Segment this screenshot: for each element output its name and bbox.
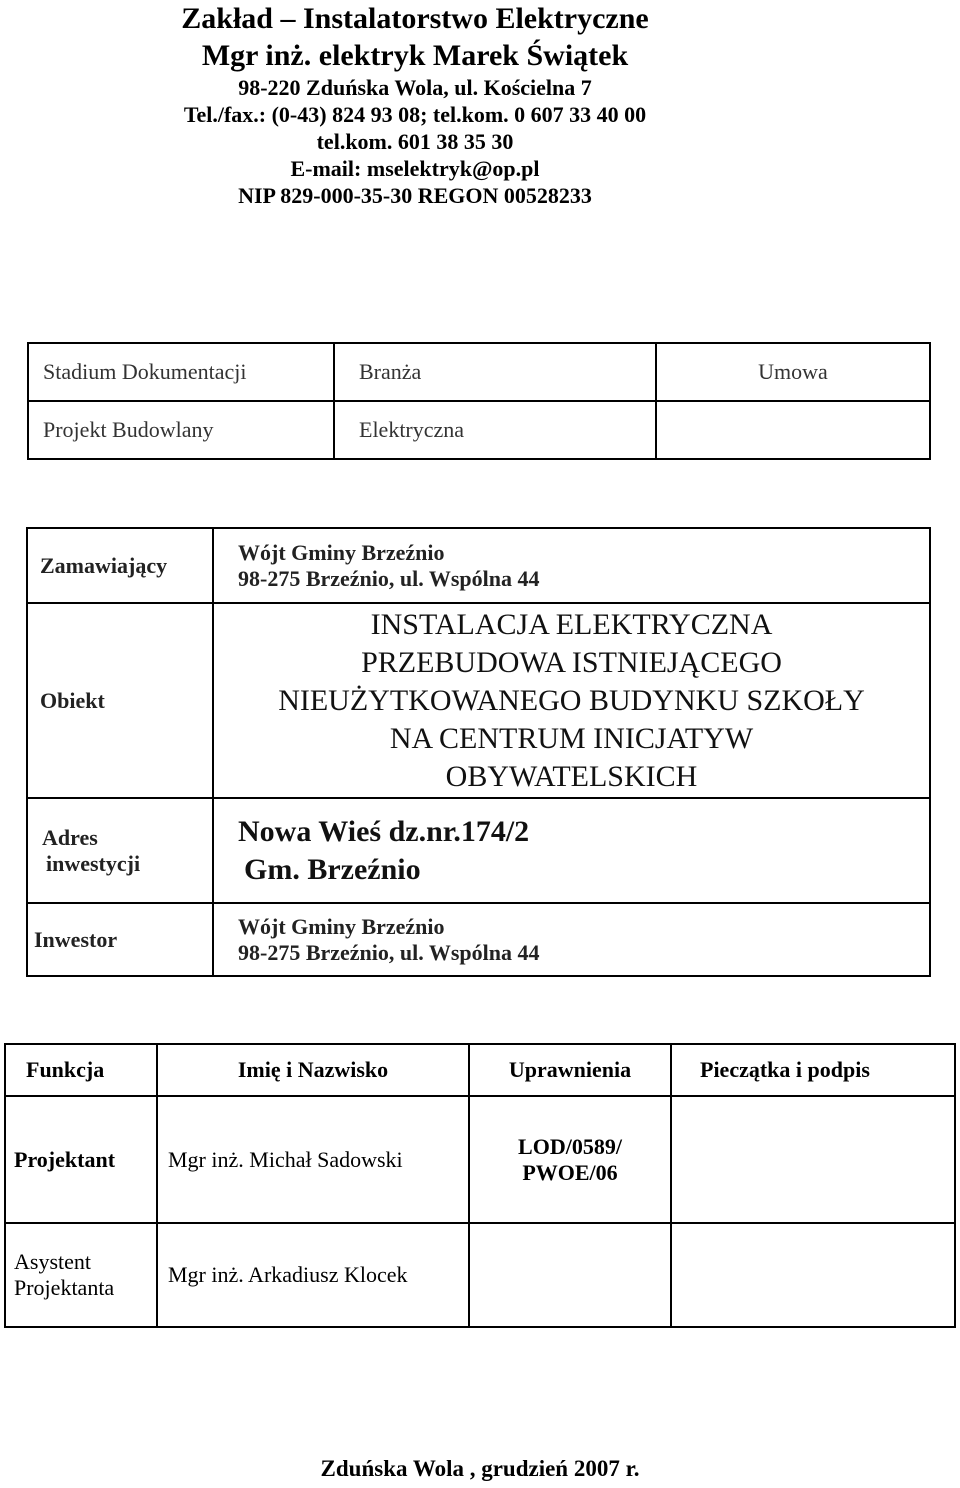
investment-address-label-l2: inwestycji bbox=[46, 850, 141, 876]
company-email: E-mail: mselektryk@op.pl bbox=[290, 156, 540, 181]
investment-address-label-l1: Adres bbox=[42, 824, 98, 850]
investment-address-value bbox=[213, 798, 930, 903]
object-line: INSTALACJA ELEKTRYCZNA bbox=[370, 607, 773, 641]
company-tax-ids: NIP 829-000-35-30 REGON 00528233 bbox=[238, 183, 592, 208]
designer-qualifications bbox=[469, 1096, 671, 1223]
company-name: Zakład – Instalatorstwo Elektryczne bbox=[181, 2, 649, 35]
function-header: Funkcja bbox=[5, 1044, 157, 1096]
company-header bbox=[80, 0, 750, 209]
place-and-date: Zduńska Wola , grudzień 2007 r. bbox=[320, 1456, 640, 1481]
project-info-table bbox=[26, 527, 931, 977]
discipline-header: Branża bbox=[334, 343, 656, 401]
object-line: NA CENTRUM INICJATYW bbox=[389, 721, 754, 755]
investor-address: 98-275 Brzeźnio, ul. Wspólna 44 bbox=[238, 939, 540, 965]
documentation-stage-table bbox=[27, 342, 931, 460]
investor-value bbox=[213, 903, 930, 976]
assistant-name: Mgr inż. Arkadiusz Klocek bbox=[157, 1223, 469, 1327]
company-phone: Tel./fax.: (0-43) 824 93 08; tel.kom. 0 607 33 40 00 bbox=[183, 102, 647, 127]
client-value bbox=[213, 528, 930, 603]
stage-value: Projekt Budowlany bbox=[28, 401, 334, 459]
object-line: PRZEBUDOWA ISTNIEJĄCEGO bbox=[361, 645, 782, 679]
qualifications-header: Uprawnienia bbox=[469, 1044, 671, 1096]
company-mobile: tel.kom. 601 38 35 30 bbox=[316, 129, 514, 154]
contract-header: Umowa bbox=[656, 343, 930, 401]
stage-header: Stadium Dokumentacji bbox=[28, 343, 334, 401]
assistant-function-l2: Projektanta bbox=[14, 1275, 115, 1300]
investment-address-line1: Nowa Wieś dz.nr.174/2 bbox=[238, 814, 530, 848]
assistant-stamp bbox=[671, 1223, 955, 1327]
signatures-table bbox=[4, 1043, 956, 1328]
client-label: Zamawiający bbox=[27, 528, 213, 603]
investor-name: Wójt Gminy Brzeźnio bbox=[238, 913, 445, 939]
designer-stamp bbox=[671, 1096, 955, 1223]
investment-address-line2: Gm. Brzeźnio bbox=[244, 852, 421, 886]
designer-qualifications-l1: LOD/0589/ bbox=[518, 1133, 622, 1159]
investment-address-label bbox=[27, 798, 213, 903]
object-line: OBYWATELSKICH bbox=[445, 759, 698, 793]
object-label: Obiekt bbox=[27, 603, 213, 798]
client-address: 98-275 Brzeźnio, ul. Wspólna 44 bbox=[238, 565, 540, 591]
discipline-value: Elektryczna bbox=[334, 401, 656, 459]
stamp-header: Pieczątka i podpis bbox=[671, 1044, 955, 1096]
designer-qualifications-l2: PWOE/06 bbox=[522, 1159, 618, 1185]
object-value bbox=[213, 603, 930, 798]
name-header: Imię i Nazwisko bbox=[157, 1044, 469, 1096]
assistant-function-l1: Asystent bbox=[14, 1249, 91, 1274]
designer-function: Projektant bbox=[5, 1096, 157, 1223]
client-name: Wójt Gminy Brzeźnio bbox=[238, 539, 445, 565]
investor-label: Inwestor bbox=[27, 903, 213, 976]
company-address: 98-220 Zduńska Wola, ul. Kościelna 7 bbox=[238, 75, 592, 100]
object-line: NIEUŻYTKOWANEGO BUDYNKU SZKOŁY bbox=[278, 683, 865, 717]
contract-value bbox=[656, 401, 930, 459]
assistant-qualifications bbox=[469, 1223, 671, 1327]
company-owner: Mgr inż. elektryk Marek Świątek bbox=[201, 39, 629, 72]
designer-name: Mgr inż. Michał Sadowski bbox=[157, 1096, 469, 1223]
assistant-function bbox=[5, 1223, 157, 1327]
